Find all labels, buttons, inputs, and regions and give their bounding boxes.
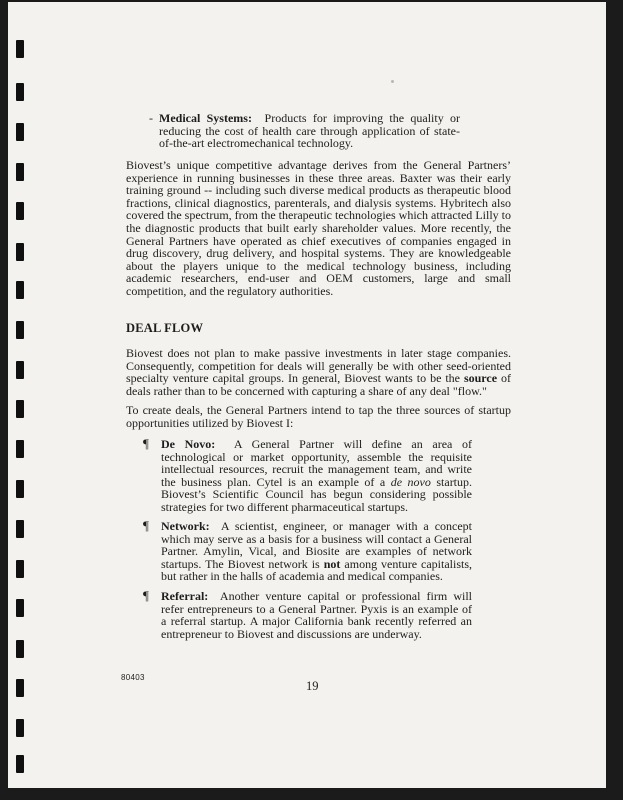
bullet-medical-systems [149,111,460,151]
document-page [8,2,606,788]
deal-flow-text-before: Biovest does not plan to make passive investments in later stage companies. Consequently, competition for deals will generally be with other seed-oriented specialty venture capital groups. In general, Biovest wants to be the [126,346,511,386]
item-text-after: startup. Biovest’s Scientific Council has begun considering possible strategies for two different pharmaceutical startups. [161,474,473,514]
bullet-medical-text [159,112,460,150]
item-bold: not [323,556,341,571]
deal-flow-text-after: of deals rather than to be concerned with capturing a share of any deal "flow." [126,371,512,398]
item-text-after: among venture capitalists, but rather in the halls of academia and medical companies. [161,556,473,584]
bullet-label: Medical Systems: [159,111,252,125]
document-content [8,2,606,788]
item-label: Referral: [161,589,209,603]
pilcrow-icon: ¶ [143,518,149,533]
paragraph-deal-flow [126,347,511,397]
pilcrow-icon: ¶ [143,436,149,451]
item-italic: de novo [390,474,431,489]
pilcrow-icon: ¶ [143,588,149,603]
item-text-before: A General Partner will define an area of technological or market opportunity, assemble the requisite intellectual resources, recruit the management team, and write the business plan. Cytel is an example of a [161,437,472,489]
paragraph-create-deals: To create deals, the General Partners intend to tap the three sources of startup opportunities utilized by Biovest I: [126,403,511,430]
deal-flow-bold-word: source [463,371,498,386]
document-code: 80403 [121,673,145,682]
section-heading: DEAL FLOW [126,321,204,335]
paragraph-competitive-advantage: Biovest’s unique competitive advantage derives from the General Partners’ experience in running businesses in these three areas. Baxter was their early training ground -- including such diverse medical products as therapeutic blood fractions, clinical diagnostics, parenterals, and dialysis systems. Hybritech also covered the spectrum, from the therapeutic technologies which attracted Lilly to the diagnostic products that built early shareholder values. More recently, the General Partners have operated as chief executives of companies engaged in drug discovery, drug delivery, and hospital systems. They are knowledgeable about the players unique to the medical technology business, including academic researchers, end-user and OEM customers, large and small competition, and the regulatory authorities. [126,158,511,298]
page-number: 19 [306,679,319,693]
bullet-body: Products for improving the quality or reducing the cost of health care through application of state-of-the-art electromechanical technology. [159,111,460,151]
item-network-text [161,520,472,583]
list-item-network [143,518,473,584]
list-item-referral [143,588,473,641]
item-de-novo-text [161,438,472,514]
item-text-before: A scientist, engineer, or manager with a concept which may serve as a basis for a business will contact a General Partner. Amylin, Vical, and Biosite are examples of network startups. The Biovest network is [161,519,473,571]
item-label: De Novo: [161,437,216,451]
item-referral-text [161,590,472,640]
item-label: Network: [161,519,210,533]
dash-bullet: - [149,111,153,125]
list-item-de-novo [143,436,473,514]
item-text: Another venture capital or professional firm will refer entrepreneurs to a General Partner. Pyxis is an example of a referral startup. A major California bank recently referred an entrepreneur to Biovest and discussions are underway. [161,589,473,641]
